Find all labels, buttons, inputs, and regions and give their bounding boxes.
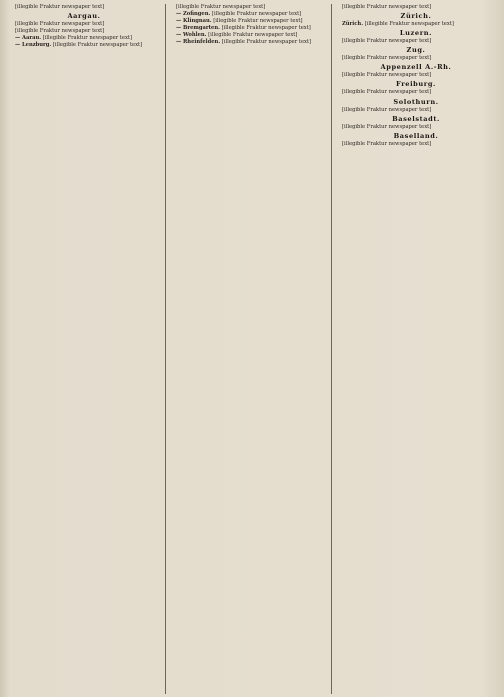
article-paragraph <box>336 107 496 113</box>
section-heading: Baselstadt. <box>392 114 440 123</box>
paragraph-lead: — Klingnau. <box>176 18 212 25</box>
column-rule <box>331 4 332 694</box>
article-paragraph <box>9 4 159 10</box>
article-paragraph <box>170 25 326 31</box>
section-heading: Baselland. <box>393 131 439 140</box>
article-paragraph <box>336 55 496 61</box>
section-heading: Luzern. <box>399 29 433 38</box>
article-paragraph <box>170 32 326 38</box>
paragraph-lead: — Wohlen. <box>176 32 207 39</box>
paragraph-lead: — Zofingen. <box>176 11 211 18</box>
paragraph-text: [illegible Fraktur newspaper text] <box>176 4 266 10</box>
article-paragraph <box>336 141 496 147</box>
section-heading: Freiburg. <box>396 80 436 89</box>
article-paragraph <box>9 21 159 27</box>
section-heading: Zug. <box>406 46 426 55</box>
section-heading: Solothurn. <box>393 97 439 106</box>
article-paragraph <box>9 28 159 34</box>
paragraph-text: [illegible Fraktur newspaper text] <box>342 89 432 96</box>
paragraph-text: [illegible Fraktur newspaper text] <box>342 38 432 45</box>
article-paragraph <box>170 18 326 24</box>
article-paragraph <box>9 42 159 48</box>
column-right <box>336 4 496 694</box>
paragraph-text: [illegible Fraktur newspaper text] <box>15 4 105 10</box>
section-heading: Aargau. <box>67 12 101 21</box>
paragraph-text: [illegible Fraktur newspaper text] <box>221 25 311 32</box>
paragraph-text: [illegible Fraktur newspaper text] <box>208 32 298 39</box>
paragraph-lead: — Aarau. <box>15 35 42 42</box>
article-paragraph <box>170 11 326 17</box>
paragraph-text: [illegible Fraktur newspaper text] <box>52 42 143 49</box>
column-middle <box>170 4 326 694</box>
section-heading: Zürich. <box>400 12 432 21</box>
paragraph-text: [illegible Fraktur newspaper text] <box>342 4 432 10</box>
article-paragraph <box>336 4 496 10</box>
paragraph-text: [illegible Fraktur newspaper text] <box>364 21 454 28</box>
article-paragraph <box>170 4 326 10</box>
column-left <box>9 4 159 694</box>
paragraph-text: [illegible Fraktur newspaper text] <box>342 106 432 113</box>
section-heading: Appenzell A.-Rh. <box>380 63 452 72</box>
paragraph-text: [illegible Fraktur newspaper text] <box>342 72 432 79</box>
paragraph-lead: — Bremgarten. <box>176 25 220 32</box>
paragraph-lead: — Lenzburg. <box>15 42 52 49</box>
paragraph-text: [illegible Fraktur newspaper text] <box>213 18 303 25</box>
paragraph-text: [illegible Fraktur newspaper text] <box>15 28 105 35</box>
paragraph-text: [illegible Fraktur newspaper text] <box>221 39 312 46</box>
article-paragraph <box>9 35 159 41</box>
paragraph-text: [illegible Fraktur newspaper text] <box>342 140 432 147</box>
paragraph-lead: — Rheinfelden. <box>176 39 221 46</box>
article-paragraph <box>336 38 496 44</box>
paragraph-text: [illegible Fraktur newspaper text] <box>342 123 432 130</box>
paragraph-text: [illegible Fraktur newspaper text] <box>342 55 432 62</box>
article-paragraph <box>336 124 496 130</box>
article-paragraph <box>336 21 496 27</box>
paragraph-text: [illegible Fraktur newspaper text] <box>15 21 105 28</box>
article-paragraph <box>170 39 326 45</box>
column-rule <box>165 4 166 694</box>
article-paragraph <box>336 72 496 78</box>
paragraph-text: [illegible Fraktur newspaper text] <box>211 11 302 18</box>
paragraph-text: [illegible Fraktur newspaper text] <box>42 35 132 42</box>
paragraph-lead: Zürich. <box>342 21 363 28</box>
article-paragraph <box>336 89 496 95</box>
